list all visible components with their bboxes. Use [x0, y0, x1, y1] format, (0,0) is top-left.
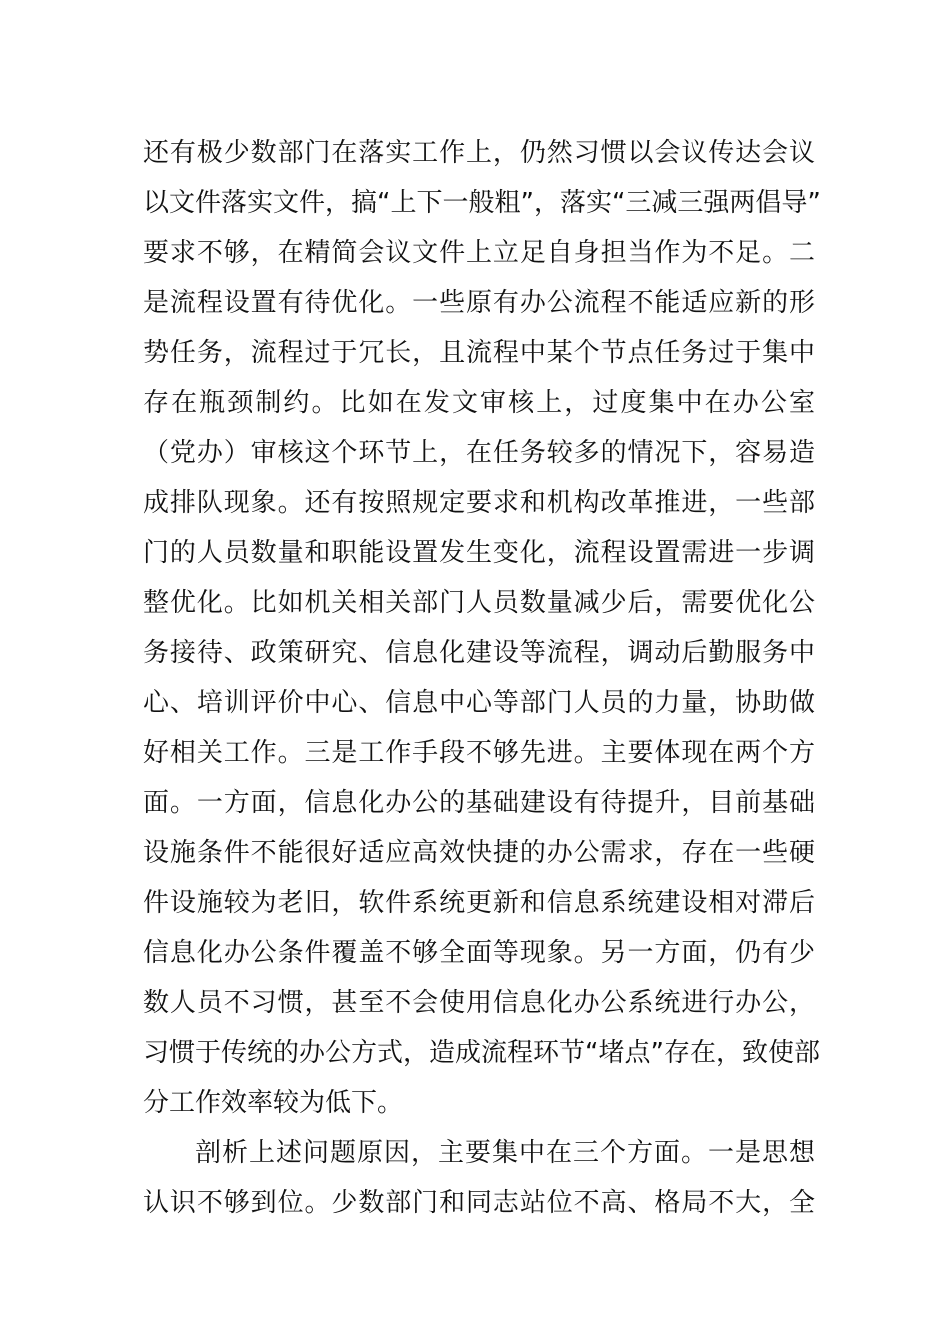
text-line: 门的人员数量和职能设置发生变化，流程设置需进一步调 — [143, 538, 815, 568]
text-line: 好相关工作。三是工作手段不够先进。主要体现在两个方 — [143, 738, 815, 768]
text-line: 还有极少数部门在落实工作上，仍然习惯以会议传达会议 — [143, 138, 815, 168]
text-line: 务接待、政策研究、信息化建设等流程，调动后勤服务中 — [143, 638, 815, 668]
text-line: 习惯于传统的办公方式，造成流程环节“堵点”存在，致使部 — [143, 1038, 820, 1068]
text-line: 分工作效率较为低下。 — [143, 1088, 404, 1118]
text-line: （党办）审核这个环节上，在任务较多的情况下，容易造 — [143, 438, 815, 468]
text-line: 剖析上述问题原因，主要集中在三个方面。一是思想 — [195, 1138, 815, 1168]
text-line: 存在瓶颈制约。比如在发文审核上，过度集中在办公室 — [143, 388, 815, 418]
text-line: 成排队现象。还有按照规定要求和机构改革推进，一些部 — [143, 488, 815, 518]
text-line: 要求不够，在精简会议文件上立足自身担当作为不足。二 — [143, 238, 815, 268]
text-line: 是流程设置有待优化。一些原有办公流程不能适应新的形 — [143, 288, 815, 318]
text-line: 面。一方面，信息化办公的基础建设有待提升，目前基础 — [143, 788, 815, 818]
text-line: 整优化。比如机关相关部门人员数量减少后，需要优化公 — [143, 588, 815, 618]
text-line: 数人员不习惯，甚至不会使用信息化办公系统进行办公， — [143, 988, 815, 1018]
text-line: 设施条件不能很好适应高效快捷的办公需求，存在一些硬 — [143, 838, 815, 868]
text-line: 势任务，流程过于冗长，且流程中某个节点任务过于集中 — [143, 338, 815, 368]
text-line: 心、培训评价中心、信息中心等部门人员的力量，协助做 — [143, 688, 815, 718]
text-line: 件设施较为老旧，软件系统更新和信息系统建设相对滞后 — [143, 888, 815, 918]
text-line: 信息化办公条件覆盖不够全面等现象。另一方面，仍有少 — [143, 938, 815, 968]
text-line: 认识不够到位。少数部门和同志站位不高、格局不大，全 — [143, 1188, 815, 1218]
text-line: 以文件落实文件，搞“上下一般粗”，落实“三减三强两倡导” — [143, 188, 821, 218]
